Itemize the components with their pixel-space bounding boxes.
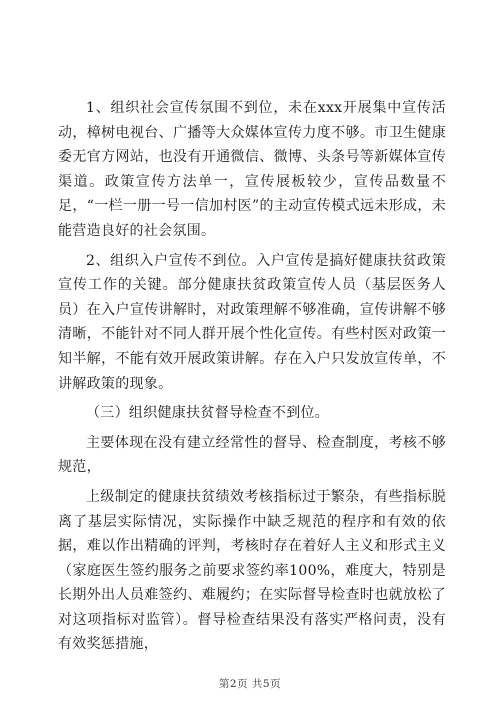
page-number-footer: 第2页 共5页: [218, 678, 282, 690]
document-body: [58, 96, 446, 657]
paragraph-social-publicity: 1、组织社会宣传氛围不到位，未在xxx开展集中宣传活动，樟树电视台、广播等大众媒体宣传力度不够。市卫生健康委无官方网站，也没有开通微信、微博、头条号等新媒体宣传渠道。政策宣传方法单一，宣传展板较少，宣传品数量不足，“一栏一册一号一信加村医”的主动宣传模式远未形成，未能营造良好的社会氛围。: [58, 100, 446, 239]
paragraph-household-publicity: 2、组织入户宣传不到位。入户宣传是搞好健康扶贫政策宣传工作的关键。部分健康扶贫政策宣传人员（基层医务人员）在入户宣传讲解时，对政策理解不够准确，宣传讲解不够清晰，不能针对不同人群开展个性化宣传。有些村医对政策一知半解，不能有效开展政策讲解。存在入户只发放宣传单，不讲解政策的现象。: [58, 252, 446, 392]
paragraph-assessment-indicators: 上级制定的健康扶贫绩效考核指标过于繁杂，有些指标脱离了基层实际情况，实际操作中缺乏规范的程序和有效的依据，难以作出精确的评判，考核时存在着好人主义和形式主义（家庭医生签约服务之前要求签约率100%，难度大，特别是长期外出人员难签约、难履约；在实际督导检查时也就放松了对这项指标对监管）。督导检查结果没有落实严格问责，没有有效奖惩措施，: [58, 488, 446, 653]
section-heading-supervision: （三）组织健康扶贫督导检查不到位。: [86, 405, 330, 422]
paragraph-supervision-system: 主要体现在没有建立经常性的督导、检查制度，考核不够规范，: [58, 434, 446, 476]
